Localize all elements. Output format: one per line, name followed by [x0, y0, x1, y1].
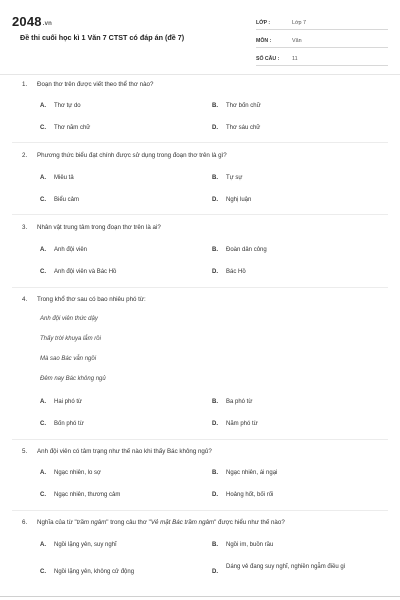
option-text: Bác Hồ — [226, 269, 246, 275]
meta-value: Lớp 7 — [292, 19, 307, 26]
question-separator — [12, 510, 388, 511]
question-2 — [22, 152, 227, 159]
header-divider — [0, 74, 400, 75]
question-separator — [12, 287, 388, 288]
option-text: Thơ tự do — [54, 103, 81, 109]
option-text: Anh đội viên — [54, 247, 88, 253]
question-separator — [12, 214, 388, 215]
poem-line: Mà sao Bác vẫn ngồi — [40, 356, 97, 362]
option-a[interactable] — [40, 175, 74, 181]
question-text: Đoạn thơ trên được viết theo thể thơ nào? — [37, 81, 154, 88]
quoted-word: trầm ngâm — [76, 519, 107, 526]
option-a[interactable] — [40, 542, 117, 548]
option-text: Ngạc nhiên, thương cảm — [54, 492, 121, 498]
option-letter: C. — [40, 421, 46, 427]
option-letter: D. — [212, 269, 218, 275]
question-text: " trong câu thơ " — [106, 519, 151, 526]
option-letter: D. — [212, 421, 218, 427]
option-b[interactable] — [212, 103, 261, 109]
page-bottom-border — [0, 596, 400, 597]
question-4 — [22, 296, 146, 303]
option-b[interactable] — [212, 542, 273, 548]
poem-line: Anh đội viên thức dậy — [40, 316, 98, 322]
option-text: Năm phó từ — [226, 421, 258, 427]
question-text: Anh đội viên có tâm trạng như thế nào khi thấy Bác không ngủ? — [37, 448, 212, 455]
option-letter: C. — [40, 197, 46, 203]
option-b[interactable] — [212, 175, 242, 181]
option-c[interactable] — [40, 492, 120, 498]
option-text: Ngồi im, buồn rầu — [226, 542, 274, 548]
option-letter: C. — [40, 569, 46, 575]
option-letter: A. — [40, 247, 46, 253]
option-d[interactable] — [212, 421, 258, 427]
option-text: Ngồi lặng yên, suy nghĩ — [54, 542, 117, 548]
option-letter: D. — [212, 197, 218, 203]
option-letter: B. — [212, 247, 218, 253]
meta-info — [256, 16, 388, 70]
header — [12, 14, 388, 64]
option-b[interactable] — [212, 470, 277, 476]
meta-row-class — [256, 16, 388, 30]
question-text: " được hiểu như thế nào? — [214, 519, 285, 526]
option-letter: C. — [40, 269, 46, 275]
option-a[interactable] — [40, 399, 82, 405]
question-number: 3. — [22, 224, 28, 231]
option-c[interactable] — [40, 421, 84, 427]
option-text: Ngạc nhiên, lo sợ — [54, 470, 101, 476]
option-d[interactable] — [212, 563, 382, 577]
question-number: 6. — [22, 519, 28, 526]
meta-value: 11 — [292, 55, 298, 62]
option-a[interactable] — [40, 470, 101, 476]
option-letter: B. — [212, 175, 218, 181]
meta-value: Văn — [292, 37, 302, 44]
poem-line: Thấy trời khuya lắm rồi — [40, 336, 101, 342]
option-c[interactable] — [40, 569, 134, 575]
option-text: Ngồi lặng yên, không cử động — [54, 569, 135, 575]
option-letter: A. — [40, 175, 46, 181]
meta-key: MÔN : — [256, 37, 272, 44]
option-text: Hai phó từ — [54, 399, 83, 405]
option-c[interactable] — [40, 197, 79, 203]
option-text: Thơ năm chữ — [54, 125, 91, 131]
question-number: 5. — [22, 448, 28, 455]
option-letter: B. — [212, 103, 218, 109]
option-letter: C. — [40, 492, 46, 498]
option-text: Dáng vẻ đang suy nghĩ, nghiền ngẫm điều gì — [226, 564, 346, 570]
option-c[interactable] — [40, 269, 116, 275]
option-text: Tự sự — [226, 175, 243, 181]
option-letter: C. — [40, 125, 46, 131]
option-letter: A. — [40, 542, 46, 548]
option-text: Biểu cảm — [54, 197, 80, 203]
question-text: Nghĩa của từ " — [37, 519, 77, 526]
question-number: 4. — [22, 296, 28, 303]
meta-row-subject — [256, 34, 388, 48]
option-text: Nghị luận — [226, 197, 252, 203]
option-text: Bốn phó từ — [54, 421, 84, 427]
option-a[interactable] — [40, 247, 87, 253]
option-text: Ba phó từ — [226, 399, 253, 405]
question-text: Trong khổ thơ sau có bao nhiêu phó từ: — [37, 296, 146, 303]
option-d[interactable] — [212, 269, 246, 275]
option-letter: B. — [212, 542, 218, 548]
meta-key: LỚP : — [256, 19, 271, 26]
option-letter: A. — [40, 470, 46, 476]
option-text: Miêu tả — [54, 175, 74, 181]
question-text: Nhân vật trung tâm trong đoạn thơ trên là ai? — [37, 224, 161, 231]
brand-suffix: .vn — [42, 21, 53, 27]
option-b[interactable] — [212, 247, 267, 253]
question-6 — [22, 519, 285, 526]
option-a[interactable] — [40, 103, 81, 109]
question-1 — [22, 81, 153, 88]
option-text: Thơ bốn chữ — [226, 103, 261, 109]
option-d[interactable] — [212, 125, 260, 131]
option-letter: B. — [212, 399, 218, 405]
question-number: 2. — [22, 152, 28, 159]
option-c[interactable] — [40, 125, 90, 131]
option-letter: A. — [40, 399, 46, 405]
brand-name: 2048 — [12, 14, 42, 29]
option-d[interactable] — [212, 197, 251, 203]
option-letter: A. — [40, 103, 46, 109]
option-letter: B. — [212, 470, 218, 476]
poem-line: Đêm nay Bác không ngủ — [40, 376, 106, 382]
option-letter: D. — [212, 492, 218, 498]
question-text: Phương thức biểu đạt chính được sử dụng trong đoạn thơ trên là gì? — [37, 152, 227, 159]
quoted-verse: Vẻ mặt Bác trầm ngâm — [150, 519, 215, 526]
question-separator — [12, 142, 388, 143]
question-3 — [22, 224, 161, 231]
question-separator — [12, 439, 388, 440]
page-title: Đề thi cuối học kì 1 Văn 7 CTST có đáp án (đề 7) — [20, 33, 185, 42]
option-letter: D. — [212, 125, 218, 131]
option-text: Anh đội viên và Bác Hồ — [54, 269, 117, 275]
question-5 — [22, 448, 212, 455]
meta-key: SỐ CÂU : — [256, 55, 280, 62]
option-text: Đoàn dân công — [226, 247, 267, 253]
option-text: Ngạc nhiên, ái ngại — [226, 470, 278, 476]
option-d[interactable] — [212, 492, 273, 498]
option-letter: D. — [212, 569, 218, 575]
option-text: Hoảng hốt, bối rối — [226, 492, 274, 498]
question-number: 1. — [22, 81, 28, 88]
meta-row-count — [256, 52, 388, 66]
option-text: Thơ sáu chữ — [226, 125, 261, 131]
option-b[interactable] — [212, 399, 252, 405]
